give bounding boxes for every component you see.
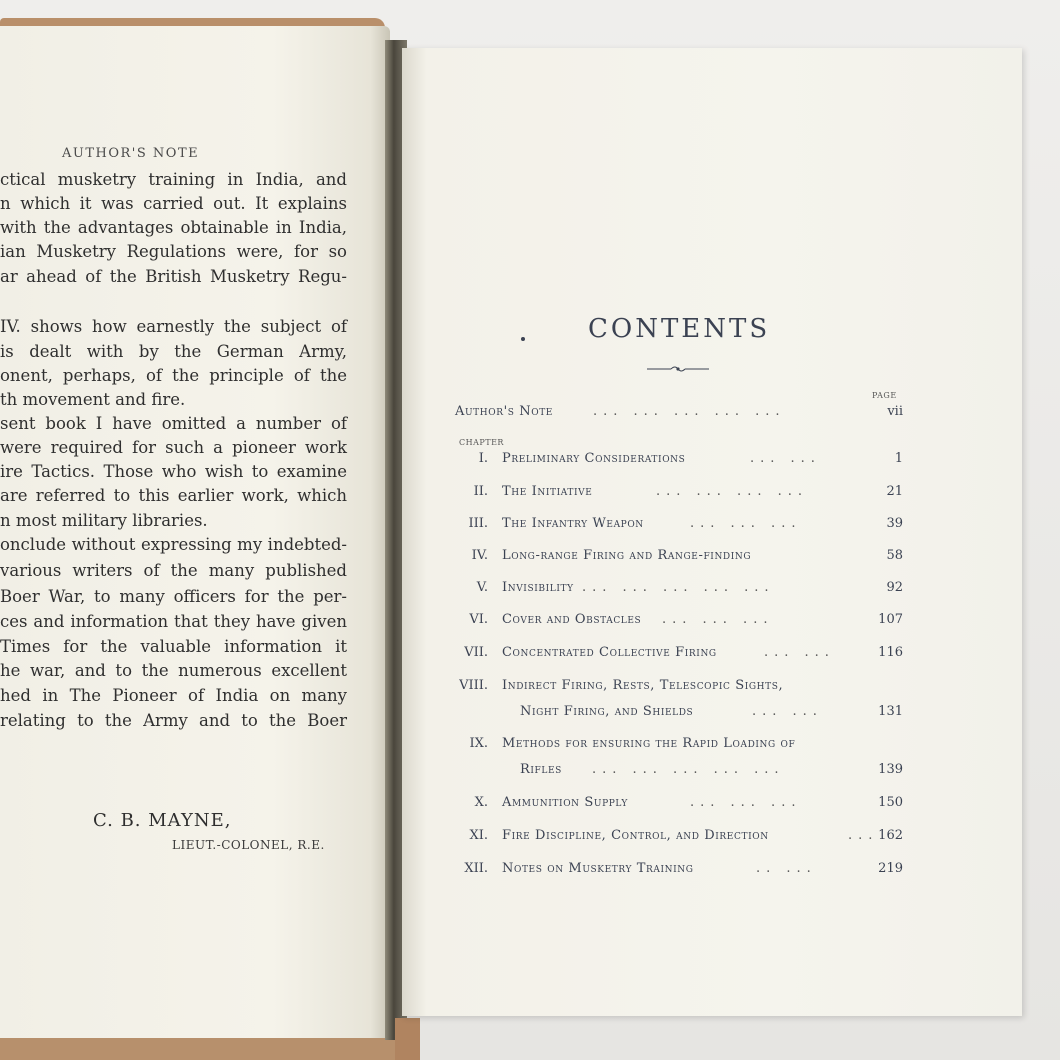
chapter-number: VII. (464, 645, 488, 660)
chapter-title: Cover and Obstacles (502, 612, 642, 627)
toc-entry-title: Author's Note (455, 404, 553, 419)
chapter-title: Ammunition Supply (502, 795, 628, 810)
chapter-title: Invisibility (502, 580, 574, 595)
toc-leader-dots: ... ... ... (690, 795, 802, 810)
chapter-title-continued: Rifles (520, 762, 562, 777)
body-text-line: is dealt with by the German Army, (0, 342, 347, 361)
chapter-title: Indirect Firing, Rests, Telescopic Sights, (502, 678, 784, 693)
chapter-page-number: 39 (886, 516, 903, 531)
chapter-page-number: 1 (894, 451, 903, 466)
book-binding-edge (395, 1018, 420, 1060)
body-text-line: onclude without expressing my indebted- (0, 535, 347, 554)
body-text-line: Boer War, to many officers for the per- (0, 587, 347, 606)
toc-leader-dots: ... ... (750, 451, 821, 466)
body-text-line: relating to the Army and to the Boer (0, 711, 347, 730)
chapter-title: Concentrated Collective Firing (502, 645, 717, 660)
chapter-page-number: 92 (886, 580, 903, 595)
chapter-title: Notes on Musketry Training (502, 861, 694, 876)
body-text-line: ctical musketry training in India, and (0, 170, 347, 189)
toc-leader-dots: ... ... (764, 645, 835, 660)
ornament-divider (647, 364, 709, 374)
chapter-title-continued: Night Firing, and Shields (520, 704, 694, 719)
toc-leader-dots: ... ... ... ... ... (592, 762, 785, 777)
body-text-line: ces and information that they have given (0, 612, 347, 631)
chapter-number: II. (473, 484, 488, 499)
body-text-line: n most military libraries. (0, 511, 208, 530)
chapter-page-number: 219 (878, 861, 903, 876)
body-text-line: were required for such a pioneer work (0, 438, 347, 457)
body-text-line: are referred to this earlier work, which (0, 486, 347, 505)
toc-leader-dots: ... (848, 828, 879, 843)
body-text-line: various writers of the many published (0, 561, 347, 580)
chapter-page-number: 162 (878, 828, 903, 843)
body-text-line: n which it was carried out. It explains (0, 194, 347, 213)
body-text-line: with the advantages obtainable in India, (0, 218, 347, 237)
body-text-line: sent book I have omitted a number of (0, 414, 347, 433)
chapter-number: V. (476, 580, 488, 595)
chapter-number: IV. (471, 548, 488, 563)
toc-leader-dots: ... ... ... ... ... (582, 580, 775, 595)
chapter-number: XII. (464, 861, 488, 876)
page-column-header: PAGE (872, 391, 897, 400)
chapter-column-header: CHAPTER (459, 438, 504, 447)
chapter-page-number: 58 (886, 548, 903, 563)
toc-leader-dots: ... ... ... (662, 612, 774, 627)
chapter-title: Fire Discipline, Control, and Direction (502, 828, 769, 843)
body-text-line: ire Tactics. Those who wish to examine (0, 462, 347, 481)
body-text-line: Times for the valuable information it (0, 637, 347, 656)
chapter-page-number: 107 (878, 612, 903, 627)
signature-rank: LIEUT.-COLONEL, R.E. (172, 838, 325, 852)
body-text-line: th movement and fire. (0, 390, 186, 409)
chapter-page-number: 139 (878, 762, 903, 777)
chapter-page-number: 150 (878, 795, 903, 810)
chapter-title: Long-range Firing and Range-finding (502, 548, 752, 563)
toc-page-number: vii (887, 404, 903, 419)
toc-leader-dots: ... ... ... ... ... (593, 404, 786, 419)
toc-leader-dots: ... ... ... ... (656, 484, 808, 499)
left-page (0, 26, 390, 1038)
chapter-title: Methods for ensuring the Rapid Loading of (502, 736, 796, 751)
chapter-number: VIII. (459, 678, 488, 693)
chapter-number: VI. (469, 612, 488, 627)
chapter-number: IX. (469, 736, 488, 751)
chapter-number: X. (474, 795, 488, 810)
chapter-number: I. (478, 451, 488, 466)
body-text-line: ar ahead of the British Musketry Regu- (0, 267, 347, 286)
contents-title: CONTENTS (588, 314, 771, 344)
signature: C. B. MAYNE, (93, 810, 232, 831)
body-text-line: IV. shows how earnestly the subject of (0, 317, 347, 336)
chapter-number: III. (468, 516, 488, 531)
body-text-line: hed in The Pioneer of India on many (0, 686, 347, 705)
chapter-page-number: 116 (878, 645, 903, 660)
toc-leader-dots: ... ... (752, 704, 823, 719)
toc-leader-dots: ... ... ... (690, 516, 802, 531)
body-text-line: onent, perhaps, of the principle of the (0, 366, 347, 385)
ink-dot (521, 337, 525, 341)
body-text-line: he war, and to the numerous excellent (0, 661, 347, 680)
chapter-title: The Infantry Weapon (502, 516, 644, 531)
chapter-number: XI. (469, 828, 488, 843)
running-head: AUTHOR'S NOTE (62, 146, 200, 161)
chapter-page-number: 131 (878, 704, 903, 719)
chapter-title: The Initiative (502, 484, 593, 499)
book-binding-bottom (0, 1036, 410, 1060)
chapter-title: Preliminary Considerations (502, 451, 686, 466)
chapter-page-number: 21 (886, 484, 903, 499)
toc-leader-dots: .. ... (756, 861, 817, 876)
right-page (402, 48, 1022, 1016)
body-text-line: ian Musketry Regulations were, for so (0, 242, 347, 261)
